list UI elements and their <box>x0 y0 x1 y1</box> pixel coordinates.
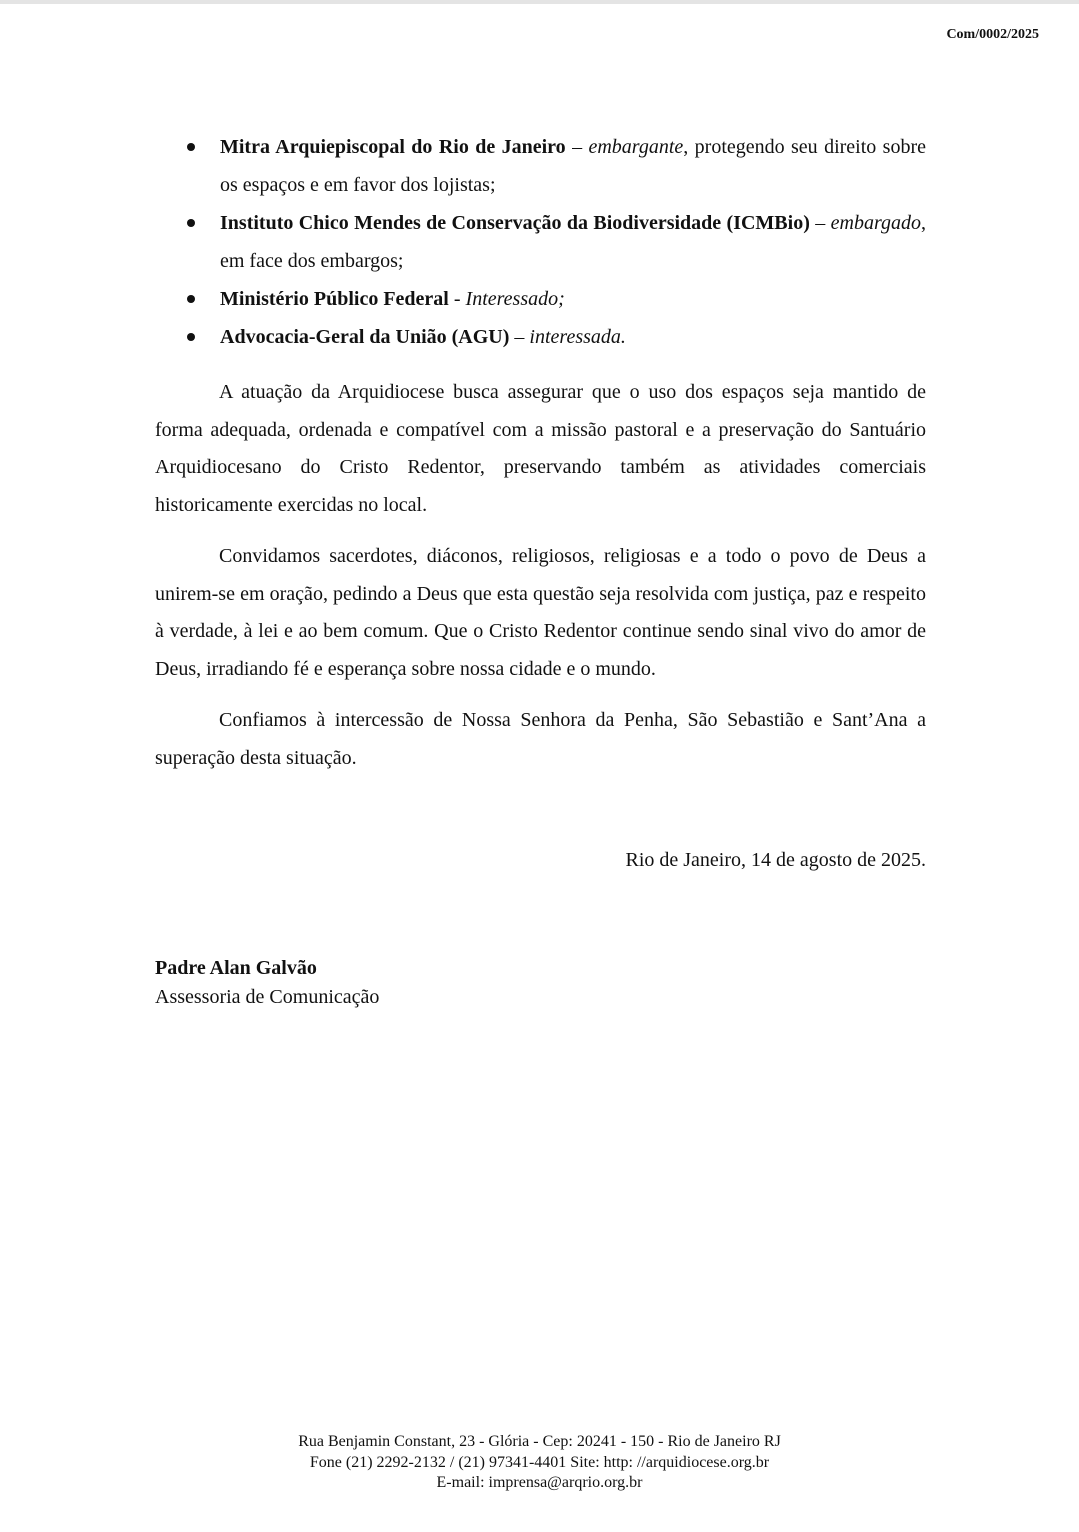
party-name: Mitra Arquiepiscopal do Rio de Janeiro <box>220 136 566 158</box>
footer-email: E-mail: imprensa@arqrio.org.br <box>436 1474 643 1491</box>
signatory-role: Assessoria de Comunicação <box>155 986 380 1008</box>
separator: - <box>448 288 466 310</box>
separator: – <box>509 326 530 348</box>
list-item <box>155 128 926 204</box>
parties-list <box>155 128 926 356</box>
paragraph: A atuação da Arquidiocese busca assegurar que o uso dos espaços seja mantido de forma adequada, ordenada e compatível com a missão pastoral e a preservação do Santuário Arquidiocesano do Cristo Redentor, preservando também as atividades comerciais historicamente exercidas no local. <box>155 381 926 516</box>
document-reference: Com/0002/2025 <box>946 27 1039 42</box>
paragraph: Convidamos sacerdotes, diáconos, religiosos, religiosas e a todo o povo de Deus a unirem-se em oração, pedindo a Deus que esta questão seja resolvida com justiça, paz e respeito à verdade, à lei e ao bem comum. Que o Cristo Redentor continue sendo sinal vivo do amor de Deus, irradiando fé e esperança sobre nossa cidade e o mundo. <box>155 545 926 680</box>
party-description: , em face dos embargos; <box>220 212 927 272</box>
bullet-icon <box>187 333 195 341</box>
list-item <box>155 204 926 280</box>
party-role: embargante <box>588 136 684 158</box>
date-line: Rio de Janeiro, 14 de agosto de 2025. <box>625 849 926 871</box>
list-item <box>155 280 926 318</box>
footer-address: Rua Benjamin Constant, 23 - Glória - Cep: 20241 - 150 - Rio de Janeiro RJ <box>298 1433 781 1450</box>
party-description: , protegendo seu direito sobre os espaços e em favor dos lojistas; <box>220 136 926 196</box>
body-text <box>155 374 926 791</box>
signature-block <box>155 954 379 1012</box>
party-name: Instituto Chico Mendes de Conservação da Biodiversidade (ICMBio) <box>220 212 810 234</box>
party-role: embargado <box>830 212 922 234</box>
paragraph: Confiamos à intercessão de Nossa Senhora da Penha, São Sebastião e Sant’Ana a superação desta situação. <box>155 709 926 769</box>
signatory-name: Padre Alan Galvão <box>155 957 317 979</box>
footer <box>0 1432 1079 1494</box>
bullet-icon <box>187 143 195 151</box>
list-item <box>155 318 926 356</box>
bullet-icon <box>187 219 195 227</box>
party-role: Interessado; <box>465 288 565 310</box>
party-name: Ministério Público Federal <box>220 288 449 310</box>
party-name: Advocacia-Geral da União (AGU) <box>220 326 510 348</box>
party-role: interessada. <box>529 326 626 348</box>
separator: – <box>809 212 831 234</box>
separator: – <box>565 136 589 158</box>
top-border <box>0 0 1079 4</box>
footer-contact: Fone (21) 2292-2132 / (21) 97341-4401 Site: http: //arquidiocese.org.br <box>309 1453 770 1471</box>
bullet-icon <box>187 295 195 303</box>
